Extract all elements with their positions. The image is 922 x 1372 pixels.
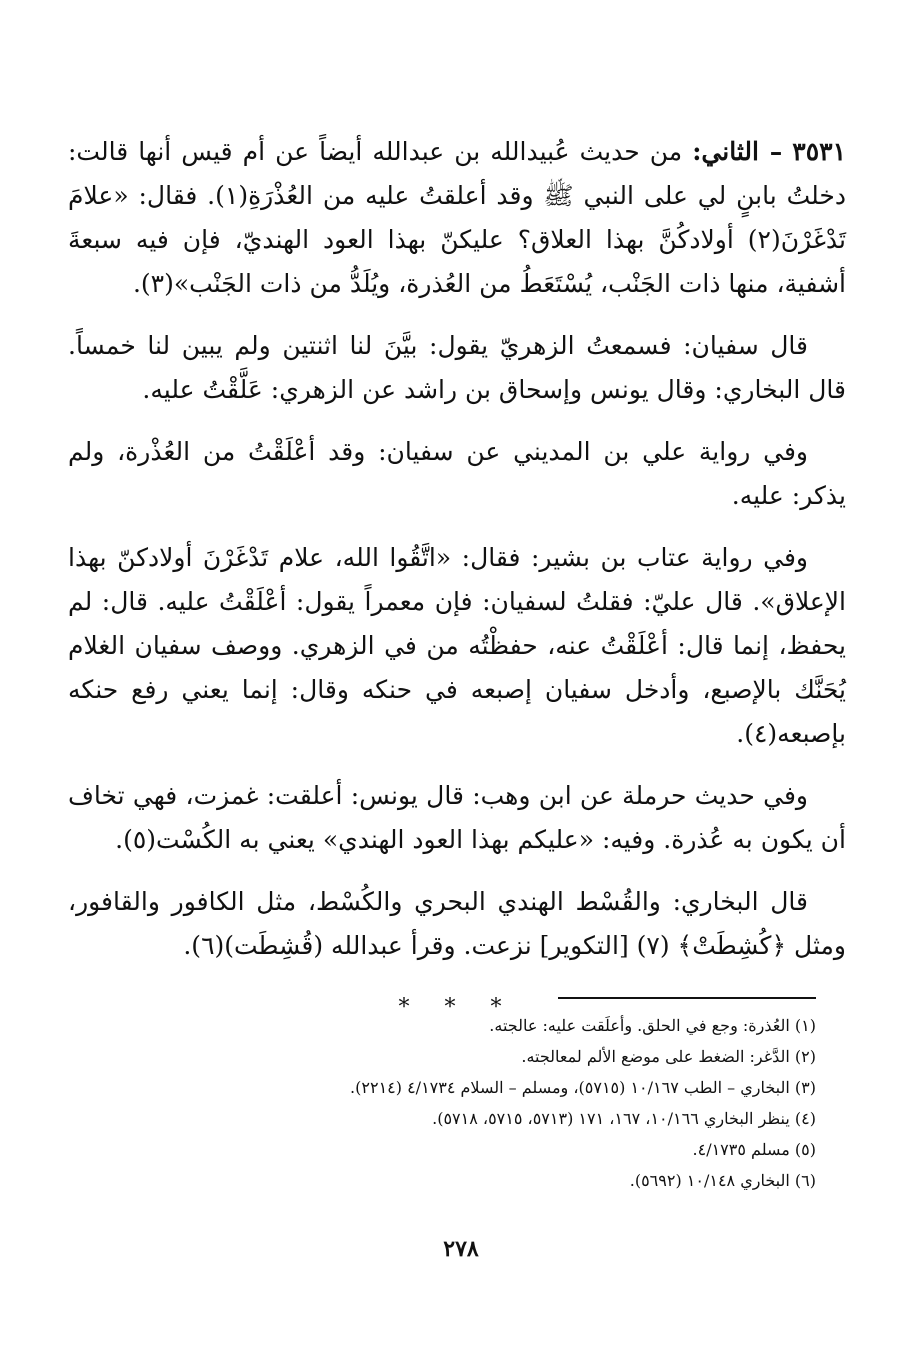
body-paragraph: قال البخاري: والقُسْط الهندي البحري والكُسْط، مثل الكافور والقافور، ومثل ﴿كُشِطَتْ﴾ (٧) [التكوير] نزعت. وقرأ عبدالله (قُشِطَت)(٦). [68,887,846,960]
body-paragraph: قال سفيان: فسمعتُ الزهريّ يقول: بيَّنَ لنا اثنتين ولم يبين لنا خمساً. قال البخاري: وقال يونس وإسحاق بن راشد عن الزهري: عَلَّقْتُ عليه. [68,331,846,404]
page-number: ٢٧٨ [443,1236,479,1262]
section-separator: * * * [398,995,516,1020]
hadith-lead: – الثاني: [692,137,783,166]
hadith-text: من حديث عُبيدالله بن عبدالله أيضاً عن أم قيس أنها قالت: دخلتُ بابنٍ لي على النبي ﷺ وقد أعلقتُ عليه من العُذْرَةِ(١). فقال: «علامَ تَدْغَرْنَ(٢) أولادكُنَّ بهذا العلاق؟ عليكنّ بهذا العود الهنديّ، فإن فيه سبعةَ أشفية، منها ذات الجَنْب، يُسْتَعَطُ من العُذرة، ويُلَدُّ من ذات الجَنْب»(٣). [68,137,846,298]
footnote: (٣) البخاري – الطب ١٠/١٦٧ (٥٧١٥)، ومسلم – السلام ٤/١٧٣٤ (٢٢١٤). [350,1078,816,1097]
body-paragraph: وفي رواية علي بن المديني عن سفيان: وقد أعْلَقْتُ من العُذْرة، ولم يذكر: عليه. [68,437,846,510]
body-paragraph: وفي رواية عتاب بن بشير: فقال: «اتَّقُوا الله، علام تَدْغَرْنَ أولادكنّ بهذا الإعلاق». قال عليّ: فقلتُ لسفيان: فإن معمراً يقول: أعْلَقْتُ عليه. قال: لم يحفظ، إنما قال: أعْلَقْتُ عنه، حفظْتُه من في الزهري. ووصف سفيان الغلام يُحَنَّك بالإصبع، وأدخل سفيان إصبعه في حنكه وقال: إنما يعني رفع حنكه بإصبعه(٤). [68,543,846,748]
footnote: (٢) الدَّغر: الضغط على موضع الألم لمعالجته. [521,1047,816,1066]
footnote: (٦) البخاري ١٠/١٤٨ (٥٦٩٢). [629,1171,816,1190]
body-paragraph: وفي حديث حرملة عن ابن وهب: قال يونس: أعلقت: غمزت، فهي تخاف أن يكون به عُذرة. وفيه: «عليكم بهذا العود الهندي» يعني به الكُسْت(٥). [68,781,846,854]
footnotes [100,1010,816,1196]
main-text [68,130,846,1030]
footnote: (١) العُذرة: وجع في الحلق. وأعلَقت عليه: عالجته. [489,1016,816,1035]
footnote: (٥) مسلم ٤/١٧٣٥. [692,1140,816,1159]
footnote: (٤) ينظر البخاري ١٠/١٦٦، ١٦٧، ١٧١ (٥٧١٣، ٥٧١٥، ٥٧١٨). [432,1109,816,1128]
footnote-divider [558,997,816,999]
hadith-number: ٣٥٣١ [792,137,847,166]
hadith-paragraph [68,130,846,306]
